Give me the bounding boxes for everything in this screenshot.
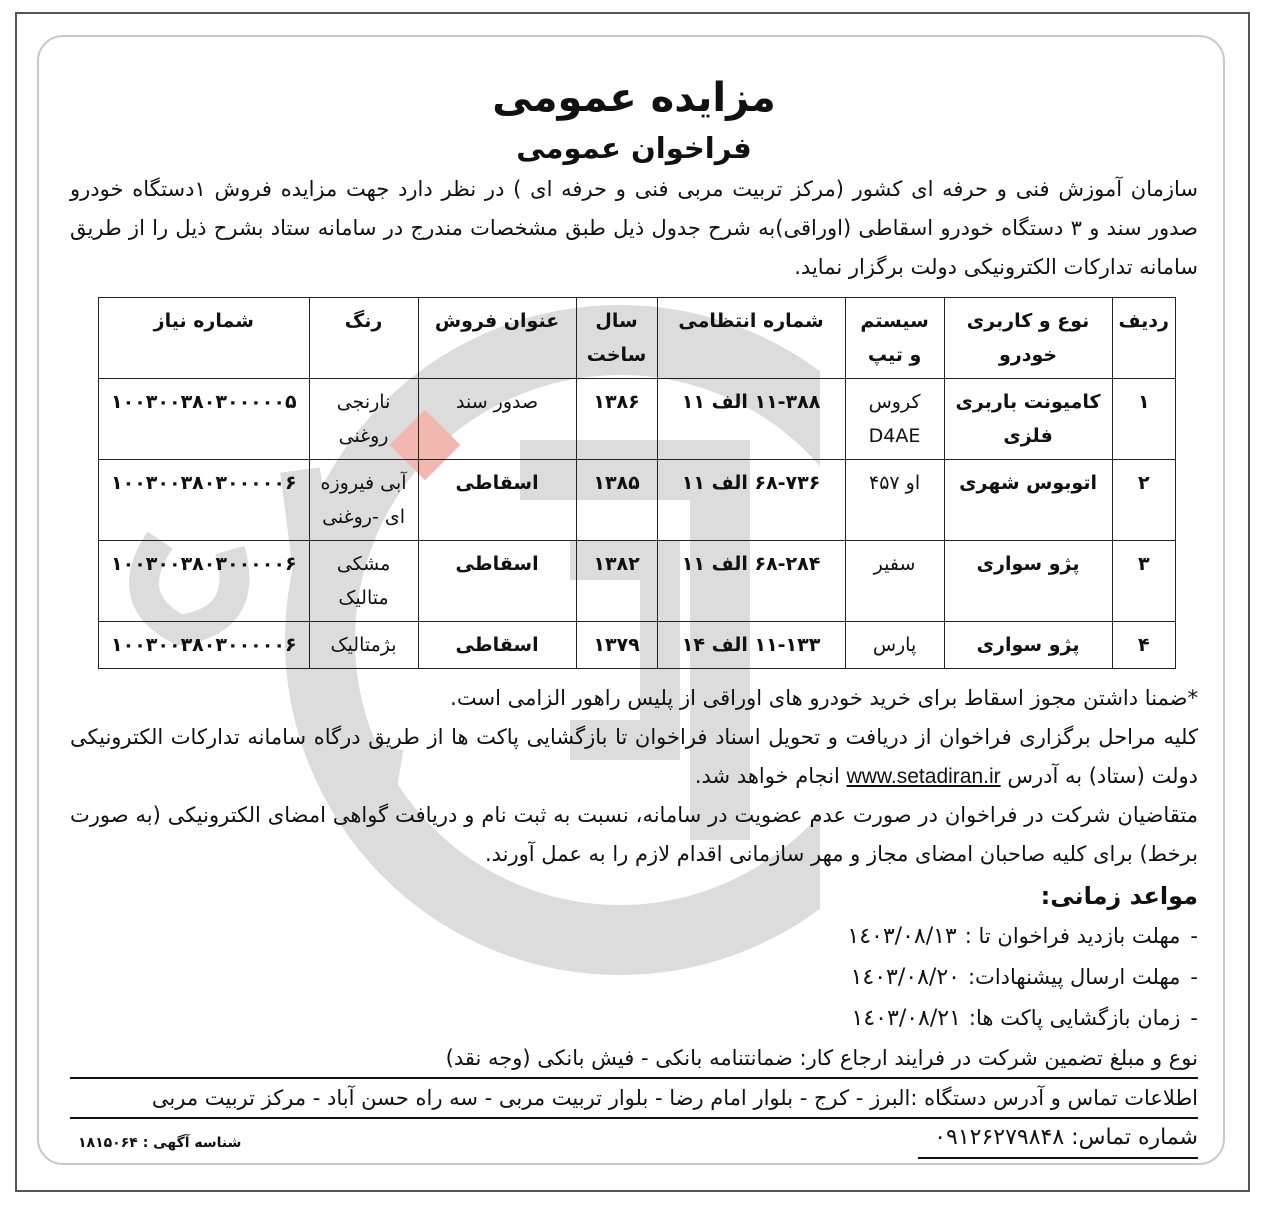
scrap-permit-note: *ضمنا داشتن مجوز اسقاط برای خرید خودرو های اوراقی از پلیس راهور الزامی است. — [450, 686, 1198, 710]
cell-system-type: او ۴۵۷ — [845, 460, 944, 541]
table-row — [99, 622, 1176, 669]
page-subtitle: فراخوان عمومی — [516, 131, 752, 165]
schedule-label: مهلت ارسال پیشنهادات: — [967, 965, 1181, 989]
cell-system-type: کروس D4AE — [845, 379, 944, 460]
cell-need-number: ۱۰۰۳۰۰۳۸۰۳۰۰۰۰۰۶ — [99, 460, 310, 541]
ad-id: شناسه آگهی : ۱۸۱۵۰۶۴ — [78, 1135, 242, 1151]
cell-need-number: ۱۰۰۳۰۰۳۸۰۳۰۰۰۰۰۶ — [99, 622, 310, 669]
phone-line: شماره تماس: ۰۹۱۲۶۲۷۹۸۴۸ — [918, 1119, 1198, 1159]
document-body — [70, 60, 1198, 1159]
header-plate-number: شماره انتظامی — [657, 298, 845, 379]
cell-need-number: ۱۰۰۳۰۰۳۸۰۳۰۰۰۰۰۵ — [99, 379, 310, 460]
cell-row-number: ۲ — [1112, 460, 1175, 541]
cell-row-number: ۳ — [1112, 541, 1175, 622]
cell-sale-title: اسقاطی — [418, 541, 576, 622]
cell-row-number: ۱ — [1112, 379, 1175, 460]
header-need-number: شماره نیاز — [99, 298, 310, 379]
header-sale-title: عنوان فروش — [418, 298, 576, 379]
cell-row-number: ۴ — [1112, 622, 1175, 669]
membership-paragraph: متقاضیان شرکت در فراخوان در صورت عدم عضویت در سامانه، نسبت به ثبت نام و دریافت گواهی امضای الکترونیکی (به صورت برخط) برای کلیه صاحبان امضای مجاز و مهر سازمانی اقدام لازم را به عمل آورند. — [70, 803, 1198, 866]
bullet-dash: - — [1190, 924, 1198, 948]
cell-system-type: پارس — [845, 622, 944, 669]
schedule-item — [70, 916, 1198, 957]
schedule-date: ۱٤۰۳/۰۸/۱۳ — [847, 924, 957, 949]
schedule-label: زمان بازگشایی پاکت ها: — [968, 1006, 1181, 1030]
contact-section — [70, 1119, 1198, 1159]
cell-plate-number: ۶۸-۷۳۶ الف ۱۱ — [657, 460, 845, 541]
cell-year: ۱۳۸۶ — [576, 379, 657, 460]
schedule-title: مواعد زمانی: — [1040, 882, 1198, 910]
guarantee-line: نوع و مبلغ تضمین شرکت در فرایند ارجاع کار: ضمانتنامه بانکی - فیش بانکی (وجه نقد) — [70, 1039, 1198, 1079]
cell-color: آبی فیروزه ای -روغنی — [309, 460, 418, 541]
table-row — [99, 541, 1176, 622]
cell-system-type: سفیر — [845, 541, 944, 622]
cell-need-number: ۱۰۰۳۰۰۳۸۰۳۰۰۰۰۰۶ — [99, 541, 310, 622]
header-system-type: سیستم و تیپ — [845, 298, 944, 379]
cell-vehicle-type: کامیونت باربری فلزی — [944, 379, 1112, 460]
cell-plate-number: ۱۱-۳۸۸ الف ۱۱ — [657, 379, 845, 460]
schedule-date: ۱٤۰۳/۰۸/۲۰ — [850, 965, 960, 990]
cell-sale-title: صدور سند — [418, 379, 576, 460]
header-year: سال ساخت — [576, 298, 657, 379]
schedule-date: ۱٤۰۳/۰۸/۲۱ — [851, 1006, 961, 1031]
process-paragraph — [70, 718, 1198, 796]
cell-sale-title: اسقاطی — [418, 622, 576, 669]
cell-sale-title: اسقاطی — [418, 460, 576, 541]
cell-color: نارنجی روغنی — [309, 379, 418, 460]
schedule-item — [70, 957, 1198, 998]
schedule-item — [70, 998, 1198, 1039]
website-link[interactable]: www.setadiran.ir — [846, 765, 1001, 788]
cell-plate-number: ۶۸-۲۸۴ الف ۱۱ — [657, 541, 845, 622]
cell-vehicle-type: پژو سواری — [944, 622, 1112, 669]
cell-year: ۱۳۷۹ — [576, 622, 657, 669]
address-line: اطلاعات تماس و آدرس دستگاه :البرز - کرج - بلوار امام رضا - بلوار تربیت مربی - سه راه حسن آباد - مرکز تربیت مربی — [70, 1079, 1198, 1119]
table-header-row — [99, 298, 1176, 379]
table-row — [99, 379, 1176, 460]
bullet-dash: - — [1190, 965, 1198, 989]
cell-vehicle-type: اتوبوس شهری — [944, 460, 1112, 541]
page-title: مزایده عمومی — [492, 75, 776, 121]
header-color: رنگ — [309, 298, 418, 379]
cell-vehicle-type: پژو سواری — [944, 541, 1112, 622]
header-vehicle-type: نوع و کاربری خودرو — [944, 298, 1112, 379]
cell-year: ۱۳۸۵ — [576, 460, 657, 541]
process-text: کلیه مراحل برگزاری فراخوان از دریافت و تحویل اسناد فراخوان تا بازگشایی پاکت ها از طریق درگاه سامانه تدارکات الکترونیکی دولت (ستاد) به آدرس — [70, 725, 1198, 788]
header-row-number: ردیف — [1112, 298, 1175, 379]
cell-color: بژمتالیک — [309, 622, 418, 669]
cell-plate-number: ۱۱-۱۳۳ الف ۱۴ — [657, 622, 845, 669]
process-text-end: انجام خواهد شد. — [694, 764, 840, 788]
table-row — [99, 460, 1176, 541]
bullet-dash: - — [1190, 1006, 1198, 1030]
cell-year: ۱۳۸۲ — [576, 541, 657, 622]
vehicle-table — [98, 297, 1176, 669]
schedule-label: مهلت بازدید فراخوان تا : — [964, 924, 1181, 948]
cell-color: مشکی متالیک — [309, 541, 418, 622]
intro-paragraph: سازمان آموزش فنی و حرفه ای کشور (مرکز تربیت مربی فنی و حرفه ای ) در نظر دارد جهت مزایده فروش ۱دستگاه خودرو صدور سند و ۳ دستگاه خودرو اسقاطی (اوراقی)به شرح جدول ذیل طبق مشخصات مندرج در سامانه ستاد بشرح ذیل را از طریق سامانه تدارکات الکترونیکی دولت برگزار نماید. — [70, 177, 1199, 279]
